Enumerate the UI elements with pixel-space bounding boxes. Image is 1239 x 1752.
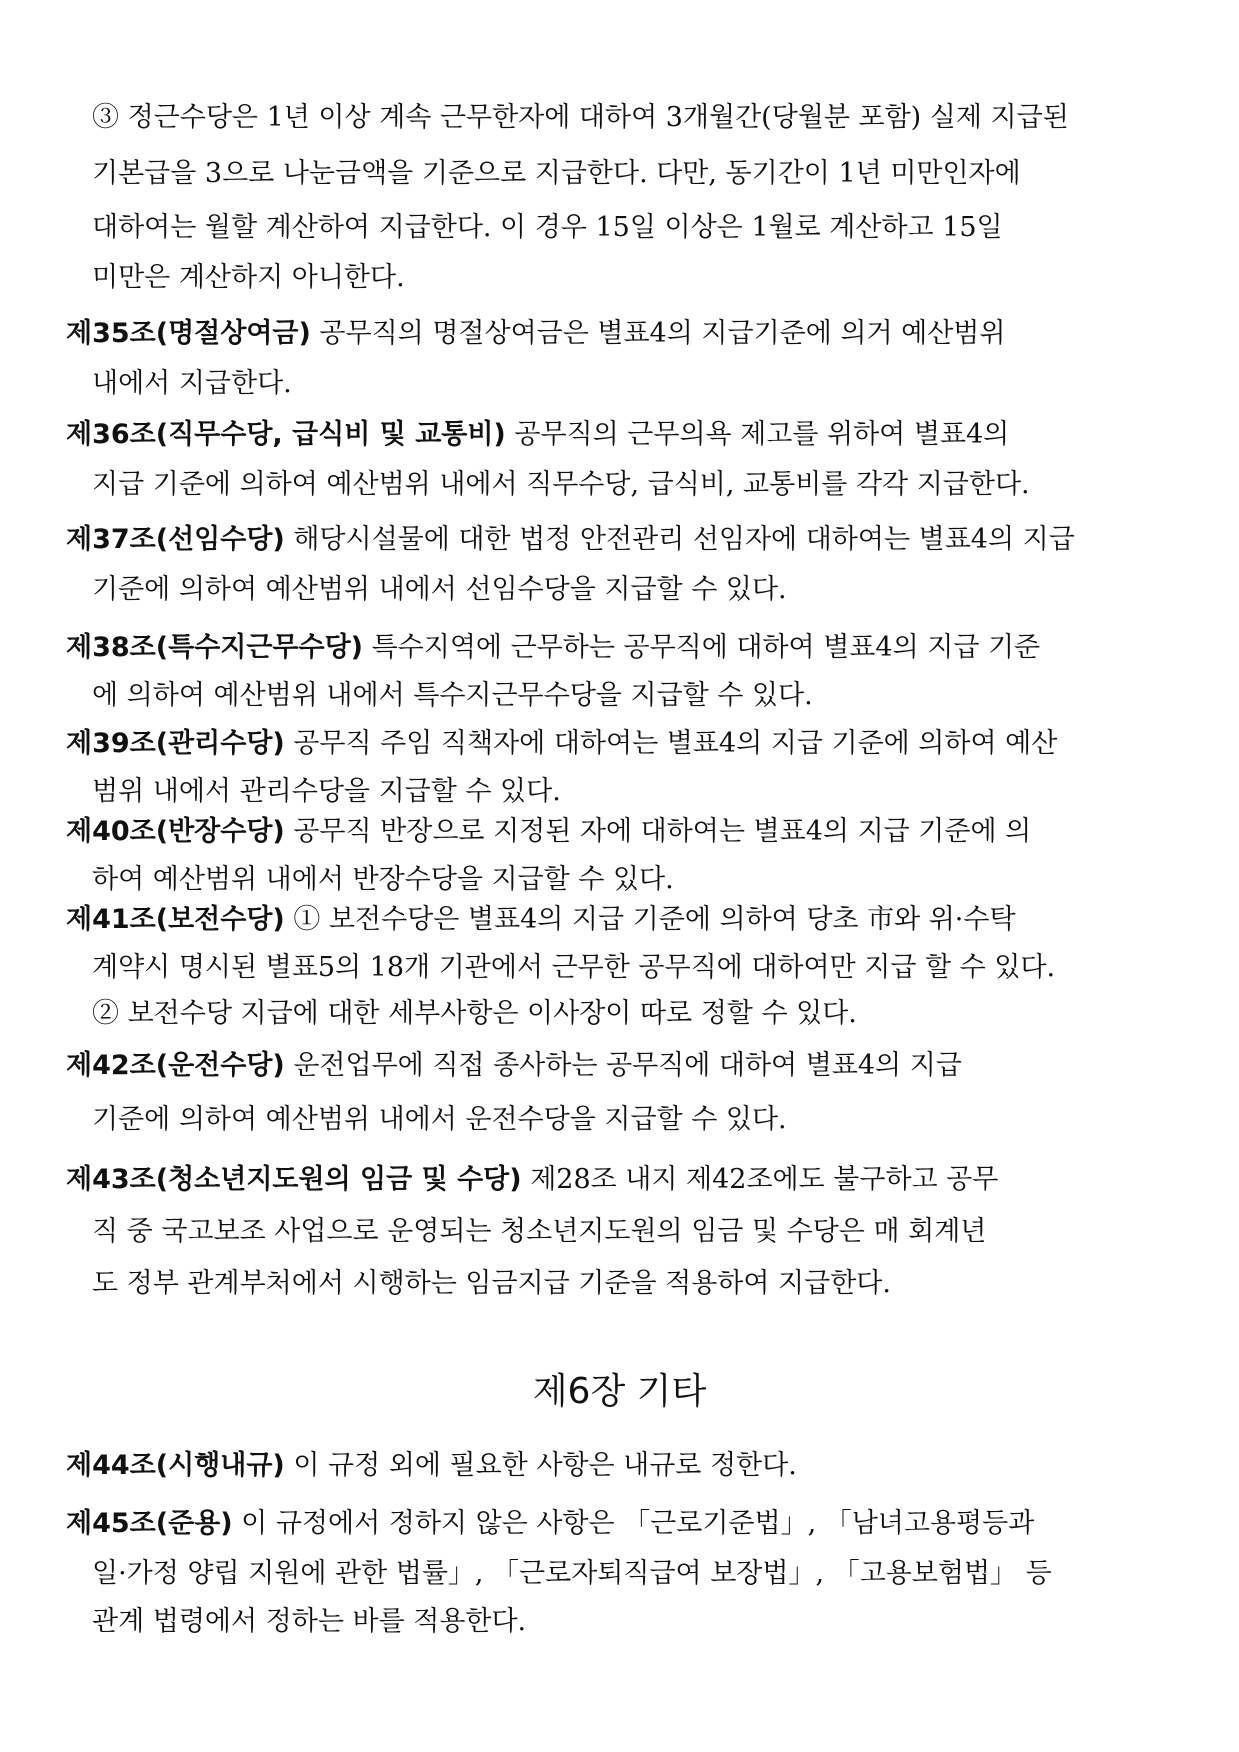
article-39-line2: 범위 내에서 관리수당을 지급할 수 있다. — [92, 776, 561, 807]
article-41 — [66, 902, 1016, 938]
article-45-line2: 일·가정 양립 지원에 관한 법률」, 「근로자퇴직급여 보장법」, 「고용보험법」 등 — [92, 1558, 1052, 1589]
article-45-text: 이 규정에서 정하지 않은 사항은 「근로기준법」, 「남녀고용평등과 — [232, 1508, 1035, 1539]
article-42 — [66, 1048, 962, 1084]
article-40 — [66, 814, 1031, 850]
article-41-line3: ② 보전수당 지급에 대한 세부사항은 이사장이 따로 정할 수 있다. — [92, 998, 857, 1029]
article-41-title: 제41조(보전수당) — [66, 904, 285, 935]
article-36-line2: 지급 기준에 의하여 예산범위 내에서 직무수당, 급식비, 교통비를 각각 지급한다. — [92, 469, 1030, 500]
art34-p3-line1: ③ 정근수당은 1년 이상 계속 근무한자에 대하여 3개월간(당월분 포함) 실제 지급된 — [92, 102, 1069, 133]
article-35-title: 제35조(명절상여금) — [66, 318, 311, 349]
article-36-title: 제36조(직무수당, 급식비 및 교통비) — [66, 419, 506, 450]
art34-p3-line3: 대하여는 월할 계산하여 지급한다. 이 경우 15일 이상은 1월로 계산하고 15일 — [92, 212, 1003, 243]
article-42-title: 제42조(운전수당) — [66, 1050, 285, 1081]
article-39-title: 제39조(관리수당) — [66, 728, 285, 759]
article-38 — [66, 630, 1040, 666]
article-42-text: 운전업무에 직접 종사하는 공무직에 대하여 별표4의 지급 — [284, 1050, 962, 1081]
article-39-text: 공무직 주임 직책자에 대하여는 별표4의 지급 기준에 의하여 예산 — [284, 728, 1058, 759]
article-43-line2: 직 중 국고보조 사업으로 운영되는 청소년지도원의 임금 및 수당은 매 회계년 — [92, 1216, 987, 1247]
article-41-line2: 계약시 명시된 별표5의 18개 기관에서 근무한 공무직에 대하여만 지급 할 수 있다. — [92, 952, 1056, 983]
article-41-text: ① 보전수당은 별표4의 지급 기준에 의하여 당초 市와 위·수탁 — [284, 904, 1016, 935]
article-44 — [66, 1448, 797, 1484]
article-43-text: 제28조 내지 제42조에도 불구하고 공무 — [521, 1164, 999, 1195]
article-40-line2: 하여 예산범위 내에서 반장수당을 지급할 수 있다. — [92, 864, 674, 895]
article-38-line2: 에 의하여 예산범위 내에서 특수지근무수당을 지급할 수 있다. — [92, 680, 813, 711]
article-44-title: 제44조(시행내규) — [66, 1450, 285, 1481]
art34-p3-line2: 기본급을 3으로 나눈금액을 기준으로 지급한다. 다만, 동기간이 1년 미만인자에 — [92, 158, 1021, 189]
art34-p3-line4: 미만은 계산하지 아니한다. — [92, 262, 405, 293]
article-35-line2: 내에서 지급한다. — [92, 368, 292, 399]
article-45 — [66, 1506, 1034, 1542]
article-44-text: 이 규정 외에 필요한 사항은 내규로 정한다. — [284, 1450, 797, 1481]
article-35-text: 공무직의 명절상여금은 별표4의 지급기준에 의거 예산범위 — [310, 318, 1006, 349]
article-36-text: 공무직의 근무의욕 제고를 위하여 별표4의 — [505, 419, 1010, 450]
article-35 — [66, 316, 1005, 352]
article-43 — [66, 1162, 998, 1198]
article-38-title: 제38조(특수지근무수당) — [66, 632, 363, 663]
article-36 — [66, 417, 1009, 453]
article-43-title: 제43조(청소년지도원의 임금 및 수당) — [66, 1164, 522, 1195]
chapter-heading: 제6장 기타 — [532, 1371, 707, 1412]
article-40-text: 공무직 반장으로 지정된 자에 대하여는 별표4의 지급 기준에 의 — [284, 816, 1032, 847]
article-37-title: 제37조(선임수당) — [66, 524, 285, 555]
article-37-line2: 기준에 의하여 예산범위 내에서 선임수당을 지급할 수 있다. — [92, 574, 787, 605]
article-45-title: 제45조(준용) — [66, 1508, 233, 1539]
article-40-title: 제40조(반장수당) — [66, 816, 285, 847]
article-39 — [66, 726, 1057, 762]
article-38-text: 특수지역에 근무하는 공무직에 대하여 별표4의 지급 기준 — [363, 632, 1041, 663]
article-45-line3: 관계 법령에서 정하는 바를 적용한다. — [92, 1606, 527, 1637]
article-37-text: 해당시설물에 대한 법정 안전관리 선임자에 대하여는 별표4의 지급 — [284, 524, 1075, 555]
article-43-line3: 도 정부 관계부처에서 시행하는 임금지급 기준을 적용하여 지급한다. — [92, 1268, 891, 1299]
article-42-line2: 기준에 의하여 예산범위 내에서 운전수당을 지급할 수 있다. — [92, 1104, 787, 1135]
article-37 — [66, 522, 1075, 558]
